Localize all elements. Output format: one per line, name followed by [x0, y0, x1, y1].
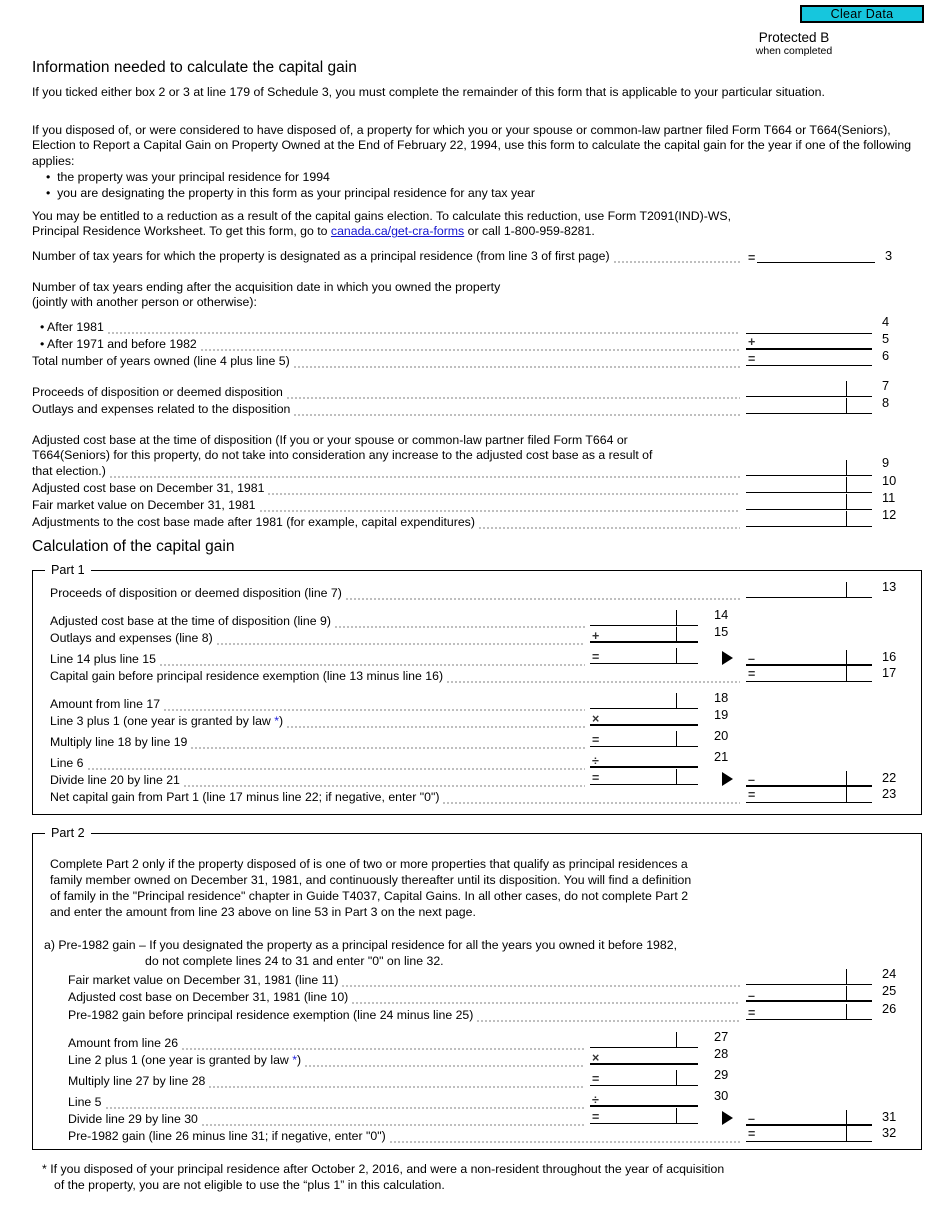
leader-dots [200, 340, 740, 352]
input-line-30[interactable] [590, 1090, 698, 1107]
leader-dots [293, 405, 740, 417]
cents-divider [846, 1004, 847, 1019]
row-line-15 [50, 630, 585, 646]
line-number-5: 5 [882, 331, 890, 346]
field-underline [746, 1000, 872, 1002]
bullet-dot: • [46, 170, 58, 184]
row-line-20 [50, 734, 585, 750]
line-number-17: 17 [882, 665, 897, 680]
operator-line-19: × [592, 712, 600, 726]
leader-dots [476, 1011, 740, 1023]
input-line-24[interactable] [746, 968, 872, 985]
footnote-line1: * If you disposed of your principal residence after October 2, 2016, and were a non-resident throughout the year of acquisition [42, 1162, 725, 1176]
protected-b-notice [664, 30, 924, 57]
operator-line-17: = [748, 667, 756, 681]
line-number-18: 18 [714, 690, 729, 705]
operator-line-16-outer: – [748, 652, 755, 666]
line-number-27: 27 [714, 1029, 729, 1044]
input-line-7[interactable] [746, 380, 872, 397]
line-number-16: 16 [882, 649, 897, 664]
asterisk-footnote-marker: * [292, 1053, 298, 1067]
line-number-28: 28 [714, 1046, 729, 1061]
leader-dots [341, 976, 740, 988]
line-number-14: 14 [714, 607, 729, 622]
row-line-24 [68, 972, 740, 988]
input-line-8[interactable] [746, 397, 872, 414]
line-number-13: 13 [882, 579, 897, 594]
field-underline-double [746, 802, 872, 803]
line-number-24: 24 [882, 966, 897, 981]
leader-dots [442, 793, 740, 805]
operator-line-5: + [748, 335, 756, 349]
row-line-14 [50, 613, 585, 629]
field-underline [590, 641, 698, 643]
field-underline [746, 526, 872, 527]
row-line-3 [32, 248, 742, 264]
leader-dots [304, 1056, 585, 1068]
row-line-24-label: Fair market value on December 31, 1981 (line 11) [68, 973, 339, 987]
row-line-12 [32, 514, 740, 530]
field-underline-double [590, 663, 698, 664]
line-number-22: 22 [882, 770, 897, 785]
protected-b-sublabel: when completed [755, 45, 833, 57]
row-line-10 [32, 480, 740, 496]
line-number-29: 29 [714, 1067, 729, 1082]
carry-arrow-icon [722, 1111, 733, 1125]
input-line-4[interactable] [746, 318, 872, 334]
row-line-8-label: Outlays and expenses related to the disposition [32, 402, 291, 416]
row-line-20-label: Multiply line 18 by line 19 [50, 735, 188, 749]
operator-line-23: = [748, 788, 756, 802]
cents-divider [846, 787, 847, 802]
line-number-31: 31 [882, 1109, 897, 1124]
row-line-21-label: Line 6 [50, 756, 84, 770]
row-line-6-label: Total number of years owned (line 4 plus line 5) [32, 354, 290, 368]
input-line-6[interactable] [746, 350, 872, 366]
clear-data-button[interactable]: Clear Data [800, 5, 924, 23]
input-line-27[interactable] [590, 1031, 698, 1048]
part2-intro-line3: of family in the "Principal residence" chapter in Guide T4037, Capital Gains. In all other cases, do not complete Part 2 [50, 889, 689, 903]
cents-divider [676, 610, 677, 625]
input-line-28[interactable] [590, 1048, 698, 1065]
row-line-8 [32, 401, 740, 417]
leader-dots [446, 672, 740, 684]
field-underline [746, 597, 872, 598]
acb-paragraph-line1: Adjusted cost base at the time of disposition (If you or your spouse or common-law partner filed Form T664 or [32, 433, 628, 447]
leader-dots [351, 993, 740, 1005]
reduction-paragraph-line1: You may be entitled to a reduction as a result of the capital gains election. To calculate this reduction, use Form T2091(IND)-WS, [32, 209, 732, 223]
intro-paragraph-1: If you ticked either box 2 or 3 at line 179 of Schedule 3, you must complete the remainder of this form that is applicable to your particular situation. [32, 85, 825, 99]
row-line-31-label: Divide line 29 by line 30 [68, 1112, 198, 1126]
leader-dots [183, 776, 585, 788]
row-line-6 [32, 353, 740, 369]
intro-bullet-1 [46, 170, 330, 185]
row-line-28-text: Line 2 plus 1 (one year is granted by law [68, 1053, 293, 1067]
years-intro-line1: Number of tax years ending after the acquisition date in which you owned the property [32, 280, 501, 294]
protected-b-label: Protected B [758, 30, 830, 45]
reduction-paragraph-line2a: Principal Residence Worksheet. To get this form, go to [32, 224, 331, 239]
cents-divider [846, 650, 847, 665]
input-line-11[interactable] [746, 493, 872, 510]
asterisk-footnote-marker: * [274, 714, 280, 728]
input-line-9[interactable] [746, 459, 872, 476]
cents-divider [676, 769, 677, 784]
cents-divider [676, 731, 677, 746]
cents-divider [846, 477, 847, 492]
row-line-28-label: Line 2 plus 1 (one year is granted by law *) [68, 1053, 302, 1067]
leader-dots [190, 738, 585, 750]
input-line-3[interactable] [757, 247, 875, 263]
leader-dots [613, 252, 742, 264]
row-line-7-label: Proceeds of disposition or deemed disposition [32, 385, 283, 399]
footnote-line2: of the property, you are not eligible to use the “plus 1” in this calculation. [54, 1178, 445, 1192]
leader-dots [389, 1132, 740, 1144]
leader-dots [208, 1077, 585, 1089]
leader-dots [267, 484, 740, 496]
section-title-calculation: Calculation of the capital gain [32, 538, 235, 555]
row-line-11 [32, 497, 740, 513]
intro-bullet-2-text: you are designating the property in this form as your principal residence for any tax year [57, 186, 535, 200]
operator-line-32: = [748, 1127, 756, 1141]
operator-line-6: = [748, 352, 756, 366]
row-line-16-label: Line 14 plus line 15 [50, 652, 156, 666]
input-line-32[interactable] [746, 1125, 872, 1142]
row-line-26-label: Pre-1982 gain before principal residence exemption (line 24 minus line 25) [68, 1008, 474, 1022]
leader-dots [163, 700, 585, 712]
reduction-paragraph [32, 209, 932, 240]
field-underline [757, 262, 875, 263]
line-number-21: 21 [714, 749, 729, 764]
line-number-15: 15 [714, 624, 729, 639]
cents-divider [846, 986, 847, 1001]
row-line-29-label: Multiply line 27 by line 28 [68, 1074, 206, 1088]
leader-dots [201, 1115, 585, 1127]
line-number-20: 20 [714, 728, 729, 743]
input-line-26[interactable] [746, 1003, 872, 1020]
cents-divider [846, 666, 847, 681]
part2-legend: Part 2 [45, 826, 91, 840]
field-underline-double [590, 784, 698, 785]
part2-intro-line4: and enter the amount from line 23 above on line 53 in Part 3 on the next page. [50, 905, 476, 919]
cents-divider [846, 582, 847, 597]
operator-line-20: = [592, 733, 600, 747]
cents-divider [846, 1110, 847, 1125]
part2-subsection-a-line1: a) Pre-1982 gain – If you designated the property as a principal residence for all the years you owned it before 1982, [44, 938, 677, 952]
leader-dots [181, 1039, 585, 1051]
part2-intro-line1: Complete Part 2 only if the property disposed of is one of two or more properties that qualify as principal residences a [50, 857, 688, 871]
line-number-30: 30 [714, 1088, 729, 1103]
input-line-18[interactable] [590, 692, 698, 709]
leader-dots [334, 617, 585, 629]
field-underline [590, 1085, 698, 1086]
row-line-18-label: Amount from line 17 [50, 697, 161, 711]
field-underline [590, 746, 698, 747]
operator-line-31-inner: = [592, 1110, 600, 1124]
row-line-15-label: Outlays and expenses (line 8) [50, 631, 213, 645]
input-line-22-outer[interactable] [746, 770, 872, 787]
years-intro-line2: (jointly with another person or otherwise): [32, 295, 257, 309]
cents-divider [846, 511, 847, 526]
cents-divider [676, 627, 677, 642]
leader-dots [293, 357, 740, 369]
cents-divider [846, 494, 847, 509]
row-line-17-label: Capital gain before principal residence exemption (line 13 minus line 16) [50, 669, 444, 683]
line-number-9: 9 [882, 455, 890, 470]
operator-line-31-outer: – [748, 1112, 755, 1126]
field-underline [590, 1063, 698, 1065]
field-underline-double [746, 365, 872, 366]
field-underline [590, 724, 698, 726]
bullet-dot: • [46, 186, 58, 200]
row-line-9-label: that election.) [32, 464, 106, 478]
row-line-3-label: Number of tax years for which the property is designated as a principal residence (from line 3 of first page) [32, 249, 610, 263]
line-number-19: 19 [714, 707, 729, 722]
part1-legend: Part 1 [45, 563, 91, 577]
row-line-17 [50, 668, 740, 684]
operator-line-30: ÷ [592, 1093, 599, 1107]
input-line-16-outer[interactable] [746, 649, 872, 666]
row-line-28 [68, 1052, 585, 1068]
operator-line-28: × [592, 1051, 600, 1065]
leader-dots [286, 388, 740, 400]
cents-divider [846, 381, 847, 396]
row-line-21 [50, 755, 585, 771]
row-line-30-label: Line 5 [68, 1095, 102, 1109]
row-line-5 [40, 336, 740, 352]
row-line-19 [50, 713, 585, 729]
carry-arrow-icon [722, 772, 733, 786]
row-line-23 [50, 789, 740, 805]
field-underline-double [746, 1141, 872, 1142]
field-underline [746, 413, 872, 414]
cents-divider [846, 1126, 847, 1141]
input-line-31-outer[interactable] [746, 1109, 872, 1126]
line-number-25: 25 [882, 983, 897, 998]
input-line-15[interactable] [590, 626, 698, 643]
row-line-19-text: Line 3 plus 1 (one year is granted by law [50, 714, 275, 728]
row-line-12-label: Adjustments to the cost base made after 1981 (for example, capital expenditures) [32, 515, 475, 529]
cents-divider [676, 1070, 677, 1085]
row-line-9 [32, 463, 740, 479]
row-line-10-label: Adjusted cost base on December 31, 1981 [32, 481, 265, 495]
leader-dots [159, 655, 585, 667]
line-number-32: 32 [882, 1125, 897, 1140]
operator-line-16-inner: = [592, 650, 600, 664]
row-line-25-label: Adjusted cost base on December 31, 1981 (line 10) [68, 990, 349, 1004]
section-title-information: Information needed to calculate the capital gain [32, 59, 357, 76]
row-line-13 [50, 585, 740, 601]
part2-subsection-a-line2: do not complete lines 24 to 31 and enter "0" on line 32. [145, 954, 444, 968]
row-line-25 [68, 989, 740, 1005]
row-line-22-label: Divide line 20 by line 21 [50, 773, 180, 787]
operator-line-3: = [748, 251, 756, 265]
leader-dots [478, 518, 740, 530]
reduction-paragraph-line2b: or call 1-800-959-8281. [464, 224, 595, 239]
cents-divider [846, 969, 847, 984]
field-underline-double [590, 1123, 698, 1124]
input-line-16-inner[interactable] [590, 647, 698, 664]
operator-line-22-inner: = [592, 771, 600, 785]
line-number-6: 6 [882, 348, 890, 363]
input-line-17[interactable] [746, 665, 872, 682]
operator-line-22-outer: – [748, 773, 755, 787]
row-line-23-label: Net capital gain from Part 1 (line 17 minus line 22; if negative, enter "0") [50, 790, 440, 804]
row-line-14-label: Adjusted cost base at the time of disposition (line 9) [50, 614, 331, 628]
intro-paragraph-2: If you disposed of, or were considered to have disposed of, a property for which you or your spouse or common-law partner filed Form T664 or T664(Seniors), Election to Report a Capital Gain on Property Owned at the End of February 22, 1994, use this form to calculate the capital gain for the year if one of the following applies: [32, 123, 912, 168]
row-line-26 [68, 1007, 740, 1023]
row-line-29 [68, 1073, 585, 1089]
line-number-23: 23 [882, 786, 897, 801]
input-line-10[interactable] [746, 476, 872, 493]
row-line-27 [68, 1035, 585, 1051]
line-number-10: 10 [882, 473, 897, 488]
cents-divider [676, 1032, 677, 1047]
row-line-5-label: • After 1971 and before 1982 [40, 337, 197, 351]
row-line-32 [68, 1128, 740, 1144]
input-line-12[interactable] [746, 510, 872, 527]
row-line-22 [50, 772, 585, 788]
input-line-25[interactable] [746, 985, 872, 1002]
leader-dots [109, 467, 740, 479]
input-line-13[interactable] [746, 581, 872, 598]
operator-line-25: – [748, 989, 755, 1003]
row-line-11-label: Fair market value on December 31, 1981 [32, 498, 256, 512]
row-line-4-label: • After 1981 [40, 320, 104, 334]
input-line-20[interactable] [590, 730, 698, 747]
operator-line-15: + [592, 629, 600, 643]
line-number-11: 11 [882, 490, 896, 505]
leader-dots [87, 759, 585, 771]
field-underline [746, 1019, 872, 1020]
field-underline [746, 681, 872, 682]
row-line-32-label: Pre-1982 gain (line 26 minus line 31; if negative, enter "0") [68, 1129, 386, 1143]
cra-forms-link[interactable]: canada.ca/get-cra-forms [330, 224, 465, 239]
carry-arrow-icon [722, 651, 733, 665]
leader-dots [259, 501, 740, 513]
row-line-30 [68, 1094, 585, 1110]
leader-dots [345, 589, 740, 601]
input-line-29[interactable] [590, 1069, 698, 1086]
cents-divider [676, 693, 677, 708]
leader-dots [216, 634, 585, 646]
input-line-19[interactable] [590, 709, 698, 726]
leader-dots [107, 323, 740, 335]
line-number-4: 4 [882, 314, 890, 329]
line-number-7: 7 [882, 378, 890, 393]
operator-line-21: ÷ [592, 754, 599, 768]
line-number-26: 26 [882, 1001, 897, 1016]
operator-line-26: = [748, 1006, 756, 1020]
cents-divider [846, 771, 847, 786]
input-line-14[interactable] [590, 609, 698, 626]
part2-intro-line2: family member owned on December 31, 1981, and continuously thereafter until its disposition. You will find a definition [50, 873, 692, 887]
acb-paragraph-line2: T664(Seniors) for this property, do not take into consideration any increase to the adjusted cost base as a result of [32, 448, 653, 462]
line-number-12: 12 [882, 507, 897, 522]
line-number-8: 8 [882, 395, 890, 410]
leader-dots [286, 717, 585, 729]
cents-divider [846, 398, 847, 413]
input-line-5[interactable] [746, 334, 872, 350]
row-line-27-label: Amount from line 26 [68, 1036, 179, 1050]
row-line-4 [40, 319, 740, 335]
row-line-31 [68, 1111, 585, 1127]
row-line-13-label: Proceeds of disposition or deemed disposition (line 7) [50, 586, 342, 600]
line-number-3: 3 [885, 248, 893, 263]
row-line-16 [50, 651, 585, 667]
input-line-31-inner[interactable] [590, 1107, 698, 1124]
input-line-21[interactable] [590, 751, 698, 768]
cents-divider [676, 648, 677, 663]
row-line-7 [32, 384, 740, 400]
cents-divider [676, 1108, 677, 1123]
input-line-23[interactable] [746, 786, 872, 803]
input-line-22-inner[interactable] [590, 768, 698, 785]
cents-divider [846, 460, 847, 475]
intro-bullet-2 [46, 186, 535, 201]
operator-line-29: = [592, 1072, 600, 1086]
leader-dots [105, 1098, 585, 1110]
row-line-18 [50, 696, 585, 712]
row-line-19-label: Line 3 plus 1 (one year is granted by law *) [50, 714, 284, 728]
intro-bullet-1-text: the property was your principal residence for 1994 [57, 170, 330, 184]
